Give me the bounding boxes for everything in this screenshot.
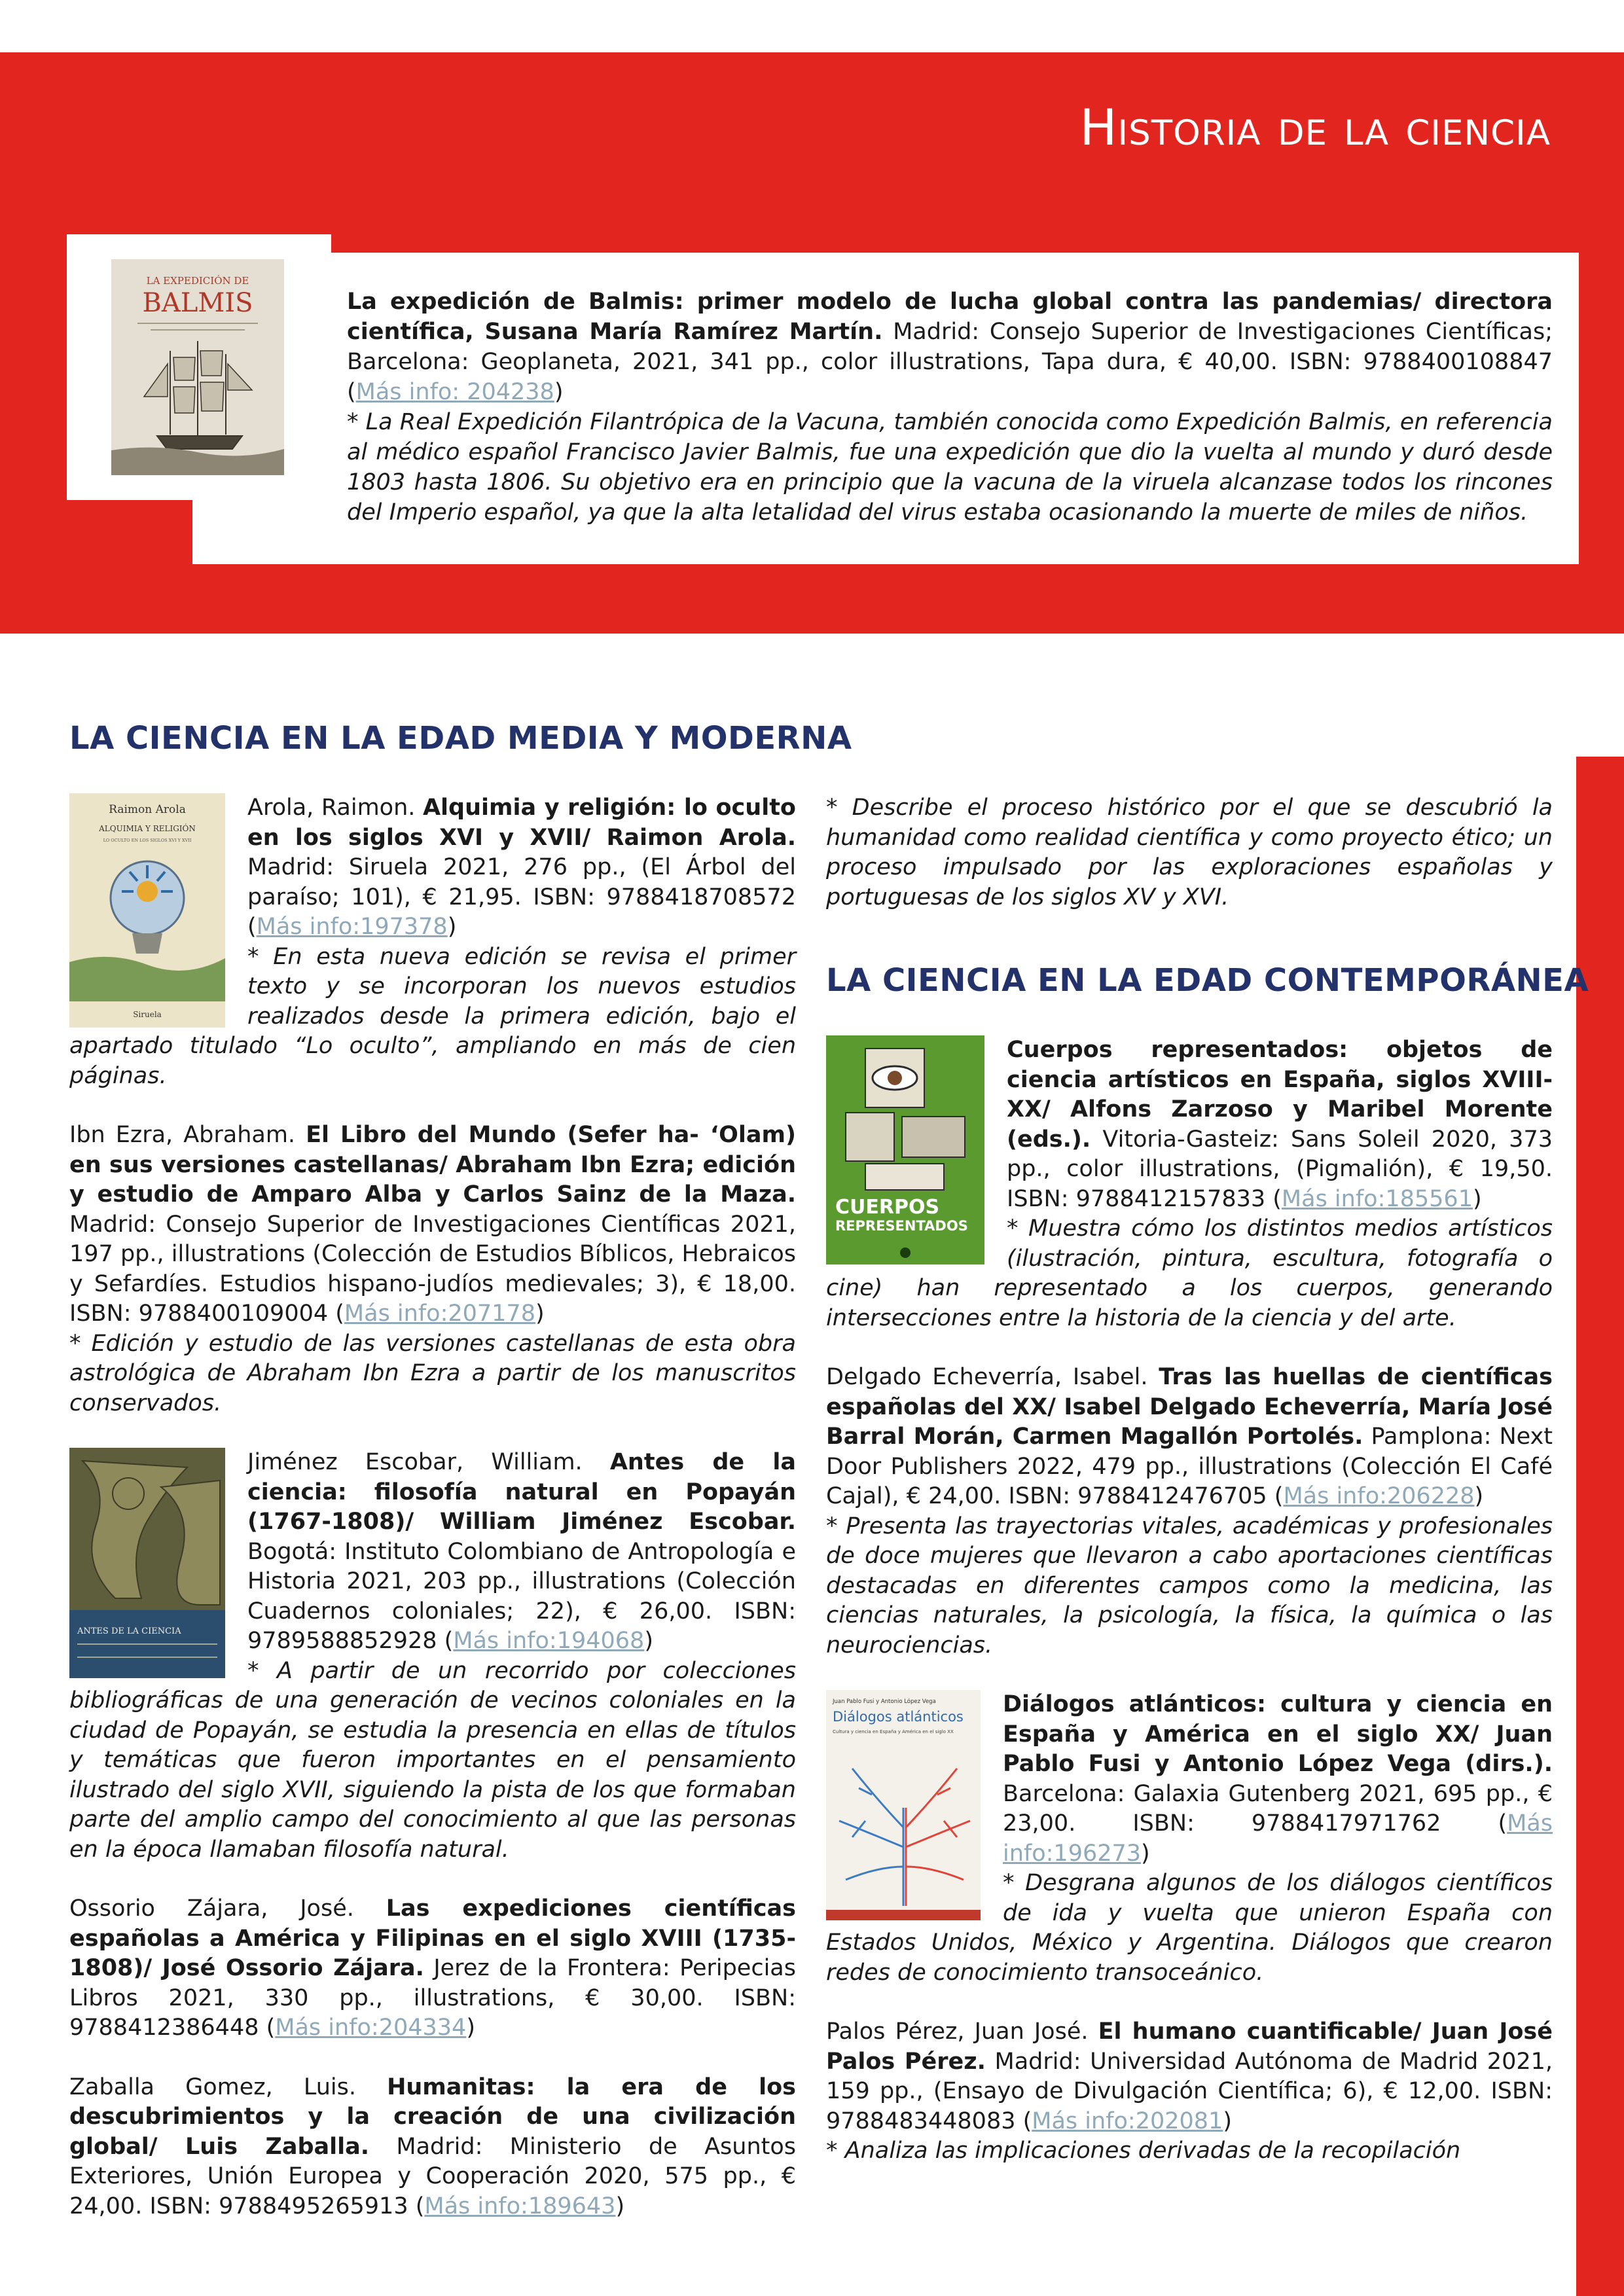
jimenez-close: ) xyxy=(644,1628,653,1654)
book-entry-palos xyxy=(826,2017,1553,2166)
zaballa-more-info-link[interactable]: Más info:189643 xyxy=(424,2193,616,2219)
arola-cover-title: ALQUIMIA Y RELIGIÓN xyxy=(99,824,196,833)
ibn-ezra-details: Madrid: Consejo Superior de Investigaciones Científicas 2021, 197 pp., illustrations (Colección de Estudios Bíblicos, Hebraicos y Sefardíes. Estudios hispano-judíos medievales; 3), € 18,00. ISBN: 9788400109004 ( xyxy=(69,1211,796,1327)
delgado-close: ) xyxy=(1474,1483,1484,1509)
featured-more-info-link[interactable]: Más info: 204238 xyxy=(355,379,554,405)
dialogos-cover-image xyxy=(826,1690,981,1920)
book-entry-delgado xyxy=(826,1363,1553,1660)
book-entry-dialogos xyxy=(826,1690,1553,1988)
dialogos-close: ) xyxy=(1141,1840,1150,1867)
featured-cover-title-big: BALMIS xyxy=(142,288,253,318)
jimenez-author: Jiménez Escobar, William. xyxy=(247,1449,610,1475)
palos-details: Madrid: Universidad Autónoma de Madrid 2021, 159 pp., (Ensayo de Divulgación Científica; 6), € 12,00. ISBN: 9788483448083 ( xyxy=(826,2048,1553,2134)
arola-details: Madrid: Siruela 2021, 276 pp., (El Árbol del paraíso; 101), € 21,95. ISBN: 9788418708572 ( xyxy=(247,854,796,940)
right-column xyxy=(826,1035,1553,2196)
jimenez-more-info-link[interactable]: Más info:194068 xyxy=(453,1628,645,1654)
dialogos-cover-title: Diálogos atlánticos xyxy=(833,1709,964,1725)
delgado-title: Tras las huellas de científicas españolas del XX/ Isabel Delgado Echeverría, María José Barral Morán, Carmen Magallón Portolés. xyxy=(826,1364,1553,1450)
book-entry-zaballa xyxy=(69,2073,796,2222)
ibn-ezra-author: Ibn Ezra, Abraham. xyxy=(69,1122,306,1148)
arola-close: ) xyxy=(447,914,457,940)
arola-note: * En esta nueva edición se revisa el primer texto y se incorporan los nuevos estudios realizados desde la primera edición, bajo el apartado titulado “Lo oculto”, ampliando en más de cien páginas. xyxy=(69,943,796,1089)
palos-close: ) xyxy=(1223,2108,1232,2134)
book-cover-arola xyxy=(69,793,225,1028)
humanitas-note: * Describe el proceso histórico por el que se descubrió la humanidad como realidad científica y como proyecto ético; un proceso impulsado por las exploraciones españolas y portuguesas de los siglos XV y XVI. xyxy=(826,795,1553,910)
featured-title: La expedición de Balmis: primer modelo de lucha global contra las pandemias/ directora científica, Susana María Ramírez Martín. xyxy=(347,289,1553,345)
arola-author: Arola, Raimon. xyxy=(247,795,423,821)
palos-more-info-link[interactable]: Más info:202081 xyxy=(1032,2108,1223,2134)
jimenez-cover-image xyxy=(69,1448,225,1678)
jimenez-details: Bogotá: Instituto Colombiano de Antropología e Historia 2021, 203 pp., illustrations (Colección Cuadernos coloniales; 22), € 26,00. ISBN: 9789588852928 ( xyxy=(247,1538,796,1654)
delgado-more-info-link[interactable]: Más info:206228 xyxy=(1283,1483,1475,1509)
cuerpos-note: * Muestra cómo los distintos medios artísticos (ilustración, pintura, escultura, fotografía o cine) han representado a los cuerpos, generando intersecciones entre la historia de la ciencia y del arte. xyxy=(826,1215,1553,1331)
featured-cover-image xyxy=(111,259,284,475)
cuerpos-more-info-link[interactable]: Más info:185561 xyxy=(1281,1185,1473,1212)
cuerpos-close: ) xyxy=(1472,1185,1482,1212)
delgado-details: Pamplona: Next Door Publishers 2022, 479 pp., illustrations (Colección El Café Cajal), € 24,00. ISBN: 9788412476705 ( xyxy=(826,1424,1553,1509)
jimenez-note: * A partir de un recorrido por colecciones bibliográficas de una generación de vecinos coloniales en la ciudad de Popayán, se estudia la presencia en ellas de títulos y temáticas que fueron importantes en el pensamiento ilustrado del siglo XVII, siguiendo la pista de los que formaban parte del amplio campo del conocimiento al que las personas en la época llamaban filosofía natural. xyxy=(69,1657,796,1863)
dialogos-note: * Desgrana algunos de los diálogos científicos de ida y vuelta que unieron España con Estados Unidos, México y Argentina. Diálogos que crearon redes de conocimiento transoceánico. xyxy=(826,1870,1553,1986)
jimenez-cover-title: ANTES DE LA CIENCIA xyxy=(77,1626,181,1636)
dialogos-more-info-link[interactable]: Más info:196273 xyxy=(1003,1810,1553,1867)
ibn-ezra-note: * Edición y estudio de las versiones castellanas de esta obra astrológica de Abraham Ibn Ezra a partir de los manuscritos conservados. xyxy=(69,1330,796,1416)
cuerpos-cover-title-line2: REPRESENTADOS xyxy=(835,1218,968,1234)
featured-entry xyxy=(347,287,1553,528)
ossorio-author: Ossorio Zájara, José. xyxy=(69,1895,386,1922)
arola-cover-subtitle: LO OCULTO EN LOS SIGLOS XVI Y XVII xyxy=(103,838,192,843)
delgado-author: Delgado Echeverría, Isabel. xyxy=(826,1364,1159,1390)
cuerpos-title: Cuerpos representados: objetos de ciencia artísticos en España, siglos XVIII-XX/ Alfons Zarzoso y Maribel Morente (eds.). xyxy=(1007,1037,1553,1153)
arola-cover-image xyxy=(69,793,225,1028)
arola-cover-publisher: Siruela xyxy=(133,1010,162,1019)
dialogos-cover-authors: Juan Pablo Fusi y Antonio López Vega xyxy=(833,1698,936,1705)
book-cover-cuerpos xyxy=(826,1035,984,1265)
ossorio-title: Las expediciones científicas españolas a América y Filipinas en el siglo XVIII (1735-1808)/ José Ossorio Zájara. xyxy=(69,1895,796,1981)
right-column-intro xyxy=(826,793,1553,912)
dialogos-cover-subtitle: Cultura y ciencia en España y América en el siglo XX xyxy=(833,1729,954,1734)
book-entry-ibn-ezra xyxy=(69,1121,796,1418)
ossorio-details: Jerez de la Frontera: Peripecias Libros 2021, 330 pp., illustrations, € 30,00. ISBN: 9788412386448 ( xyxy=(69,1955,796,2041)
book-entry-ossorio xyxy=(69,1894,796,2043)
zaballa-author: Zaballa Gomez, Luis. xyxy=(69,2073,388,2100)
book-entry-arola xyxy=(69,793,796,1091)
featured-details: Madrid: Consejo Superior de Investigaciones Científicas; Barcelona: Geoplaneta, 2021, 341 pp., color illustrations, Tapa dura, € 40,00. ISBN: 9788400108847 ( xyxy=(347,319,1553,405)
palos-note: * Analiza las implicaciones derivadas de la recopilación xyxy=(826,2138,1461,2164)
dialogos-details: Barcelona: Galaxia Gutenberg 2021, 695 pp., € 23,00. ISBN: 9788417971762 ( xyxy=(1003,1780,1553,1837)
section-heading-contemporanea: LA CIENCIA EN LA EDAD CONTEMPORÁNEA xyxy=(826,962,1589,999)
zaballa-close: ) xyxy=(615,2193,625,2219)
cuerpos-cover-image xyxy=(826,1035,984,1265)
featured-note: * La Real Expedición Filantrópica de la Vacuna, también conocida como Expedición Balmis, en referencia al médico español Francisco Javier Balmis, fue una expedición que dio la vuelta al mundo y duró desde 1803 hasta 1806. Su objetivo era en principio que la vacuna de la viruela alcanzase todos los rincones del Imperio español, ya que la alta letalidad del virus estaba ocasionando la muerte de miles de niños. xyxy=(347,409,1553,526)
book-entry-jimenez xyxy=(69,1448,796,1865)
page-title: Historia de la ciencia xyxy=(1079,98,1551,156)
book-entry-cuerpos xyxy=(826,1035,1553,1333)
cuerpos-cover-title-line1: CUERPOS xyxy=(835,1196,940,1219)
book-cover-dialogos xyxy=(826,1690,981,1920)
dialogos-title: Diálogos atlánticos: cultura y ciencia en España y América en el siglo XX/ Juan Pablo Fusi y Antonio López Vega (dirs.). xyxy=(1003,1691,1553,1777)
delgado-note: * Presenta las trayectorias vitales, académicas y profesionales de doce mujeres que llevaron a cabo aportaciones científicas destacadas en diferentes campos como la medicina, las ciencias naturales, la psicología, la física, la química o las neurociencias. xyxy=(826,1513,1553,1659)
palos-author: Palos Pérez, Juan José. xyxy=(826,2018,1098,2045)
ossorio-close: ) xyxy=(466,2015,475,2041)
palos-title: El humano cuantificable/ Juan José Palos Pérez. xyxy=(826,2018,1553,2075)
zaballa-details: Madrid: Ministerio de Asuntos Exteriores, Unión Europea y Cooperación 2020, 575 pp., € 24,00. ISBN: 9788495265913 ( xyxy=(69,2133,796,2219)
arola-title: Alquimia y religión: lo oculto en los siglos XVI y XVII/ Raimon Arola. xyxy=(247,795,796,851)
jimenez-title: Antes de la ciencia: filosofía natural en Popayán (1767-1808)/ William Jiménez Escobar. xyxy=(247,1449,796,1535)
cuerpos-details: Vitoria-Gasteiz: Sans Soleil 2020, 373 pp., color illustrations, (Pigmalión), € 19,50. ISBN: 9788412157833 ( xyxy=(1007,1126,1553,1212)
ossorio-more-info-link[interactable]: Más info:204334 xyxy=(275,2015,467,2041)
zaballa-title: Humanitas: la era de los descubrimientos y la creación de una civilización global/ Luis Zaballa. xyxy=(69,2073,796,2160)
arola-cover-author: Raimon Arola xyxy=(109,803,186,816)
featured-close: ) xyxy=(554,379,564,405)
section-heading-media-moderna: LA CIENCIA EN LA EDAD MEDIA Y MODERNA xyxy=(69,720,852,757)
featured-cover-frame xyxy=(67,234,331,500)
ibn-ezra-title: El Libro del Mundo (Sefer ha- ‘Olam) en sus versiones castellanas/ Abraham Ibn Ezra; edición y estudio de Amparo Alba y Carlos Sainz de la Maza. xyxy=(69,1122,796,1208)
ibn-ezra-more-info-link[interactable]: Más info:207178 xyxy=(344,1300,535,1327)
arola-more-info-link[interactable]: Más info:197378 xyxy=(256,914,448,940)
book-cover-jimenez xyxy=(69,1448,225,1678)
ibn-ezra-close: ) xyxy=(535,1300,545,1327)
featured-cover-title-small: LA EXPEDICIÓN DE xyxy=(146,275,249,287)
left-column xyxy=(69,793,796,2251)
